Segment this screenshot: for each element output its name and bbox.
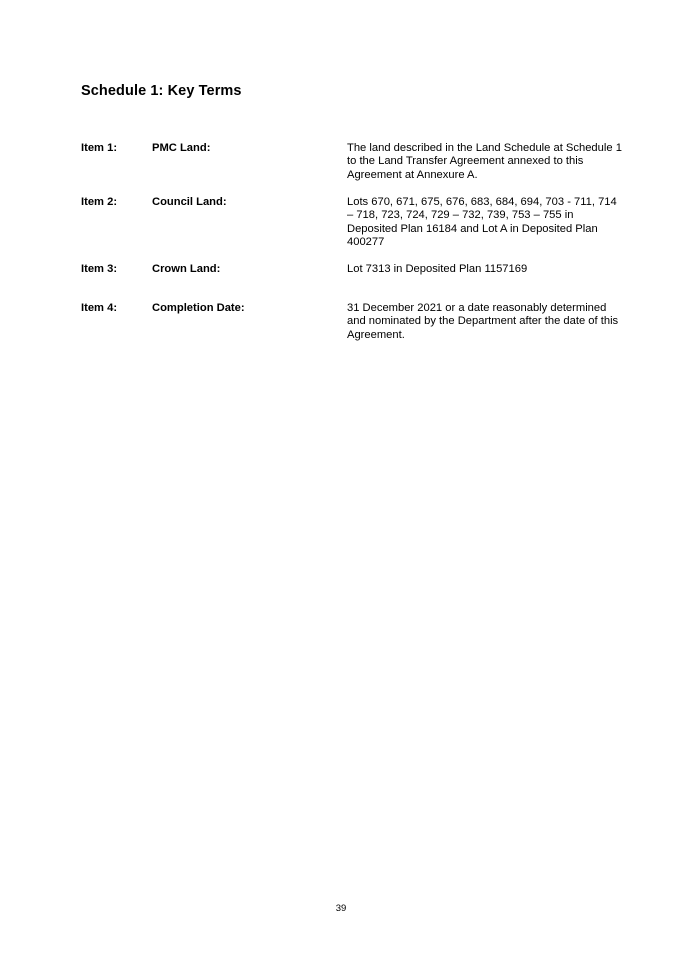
description-line: – 718, 723, 724, 729 – 732, 739, 753 – 755 in	[347, 209, 574, 222]
schedule-heading: Schedule 1: Key Terms	[81, 83, 242, 99]
description-line: Deposited Plan 16184 and Lot A in Deposited Plan	[347, 222, 598, 235]
description-line: 400277	[347, 235, 385, 248]
description-line: The land described in the Land Schedule at Schedule 1	[347, 142, 622, 154]
item-description	[347, 142, 639, 182]
description-line: 31 December 2021 or a date reasonably determined	[347, 302, 607, 314]
item-number: Item 2:	[81, 196, 118, 208]
item-number: Item 3:	[81, 263, 118, 275]
description-line: Lots 670, 671, 675, 676, 683, 684, 694, 703 - 711, 714	[347, 196, 617, 208]
description-line: and nominated by the Department after the date of this	[347, 315, 619, 328]
item-description	[347, 302, 639, 342]
item-description	[347, 263, 639, 276]
item-term: PMC Land:	[152, 142, 211, 154]
item-term: Completion Date:	[152, 302, 245, 314]
page-number: 39	[335, 903, 347, 914]
item-number: Item 4:	[81, 302, 118, 314]
item-description	[347, 196, 639, 249]
description-line: to the Land Transfer Agreement annexed to this	[347, 155, 584, 168]
description-line: Agreement at Annexure A.	[347, 168, 478, 181]
item-term: Crown Land:	[152, 263, 221, 275]
description-line: Agreement.	[347, 328, 405, 341]
item-term: Council Land:	[152, 196, 227, 208]
item-number: Item 1:	[81, 142, 118, 154]
description-line: Lot 7313 in Deposited Plan 1157169	[347, 263, 528, 275]
